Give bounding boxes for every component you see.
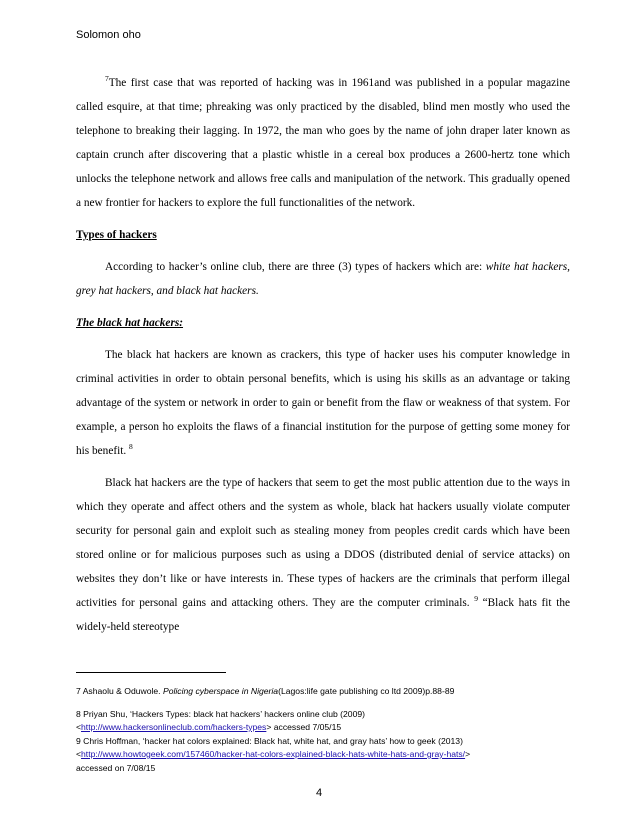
footnote-separator [76,672,226,673]
paragraph-history-text: The first case that was reported of hacking was in 1961and was published in a popular magazine called esquire, at that time; phreaking was only practiced by the disabled, blind men mostly who used the telephone to breaking their lagging. In 1972, the man who goes by the name of john draper later known as captain crunch after discovering that a plastic whistle in a cereal box produces a 2600-hertz tone which unlocks the telephone network and allows free calls and manipulation of the network. This gradually opened a new frontier for hackers to explore the full functionalities of the network. [76,77,570,209]
footnote-7-number: 7 [76,686,81,696]
document-body [76,71,570,639]
running-header: Solomon oho [76,29,141,41]
paragraph-black-hat-attention [76,471,570,639]
footnote-8-accessed: > accessed 7/05/15 [266,722,342,732]
footnote-8-link[interactable]: http://www.hackersonlineclub.com/hackers-types [81,722,267,732]
paragraph-black-hat-attention-tail: “Black hats fit the widely-held stereotype [76,597,570,633]
paragraph-black-hat-definition-text: The black hat hackers are known as crackers, this type of hacker uses his computer knowledge in criminal activities in order to obtain personal benefits, which is using his skills as an advantage or taking advantage of the system or network in order to gain or benefit from the flaw or weakness of that system. For example, a person ho exploits the flaws of a financial institution for the purpose of getting some money for his benefit. [76,349,570,457]
paragraph-black-hat-attention-text: Black hat hackers are the type of hackers that seem to get the most public attention due to the ways in which they operate and affect others and the system as whole, black hat hackers usually violate computer security for personal gain and exploit such as stealing money from peoples credit cards which have been stored online or for malicious purposes such as using a DDOS (distributed denial of service attacks) on websites they don’t like or have interests in. These types of hackers are the criminals that perform illegal activities for personal gains and attacking others. They are the computer criminals. [76,477,570,609]
footnote-8-bracket: < [76,722,82,732]
footnote-8-number: 8 [76,708,81,719]
footnote-ref-8[interactable]: 8 [129,442,133,452]
footnote-9-text: Chris Hoffman, ‘hacker hat colors explained: Black hat, white hat, and gray hats’ how to geek (2013) [83,735,463,746]
paragraph-types [76,255,570,303]
heading-black-hat-hackers: The black hat hackers: [76,317,184,329]
paragraph-types-italic: white hat hackers, grey hat hackers, and black hat hackers. [76,261,570,297]
footnote-9 [76,735,570,776]
footnote-ref-9[interactable]: 9 [474,594,478,604]
footnote-9-accessed: accessed on 7/08/15 [76,762,156,773]
footnote-9-number: 9 [76,735,81,746]
footnote-9-bracket: < [76,749,82,759]
footnote-9-link[interactable]: http://www.howtogeek.com/157460/hacker-hat-colors-explained-black-hats-white-hats-and-gray-hats/ [81,749,466,759]
footnotes [76,685,570,775]
paragraph-black-hat-definition [76,343,570,463]
footnote-7 [76,685,570,699]
page-number: 4 [315,787,323,799]
paragraph-history [76,71,570,215]
footnote-8 [76,708,570,735]
footnote-9-bracket-close: > [465,749,471,759]
footnote-7-authors: Ashaolu & Oduwole. [82,686,161,696]
footnote-ref-7[interactable]: 7 [105,74,109,84]
footnote-8-text: Priyan Shu, ‘Hackers Types: black hat hackers’ hackers online club (2009) [83,708,365,719]
footnote-7-title: Policing cyberspace in Nigeria [162,686,279,696]
paragraph-types-text: According to hacker’s online club, there are three (3) types of hackers which are: [105,261,483,273]
heading-types-of-hackers: Types of hackers [76,229,157,241]
footnote-7-details: (Lagos:life gate publishing co ltd 2009)p.88-89 [278,686,455,696]
